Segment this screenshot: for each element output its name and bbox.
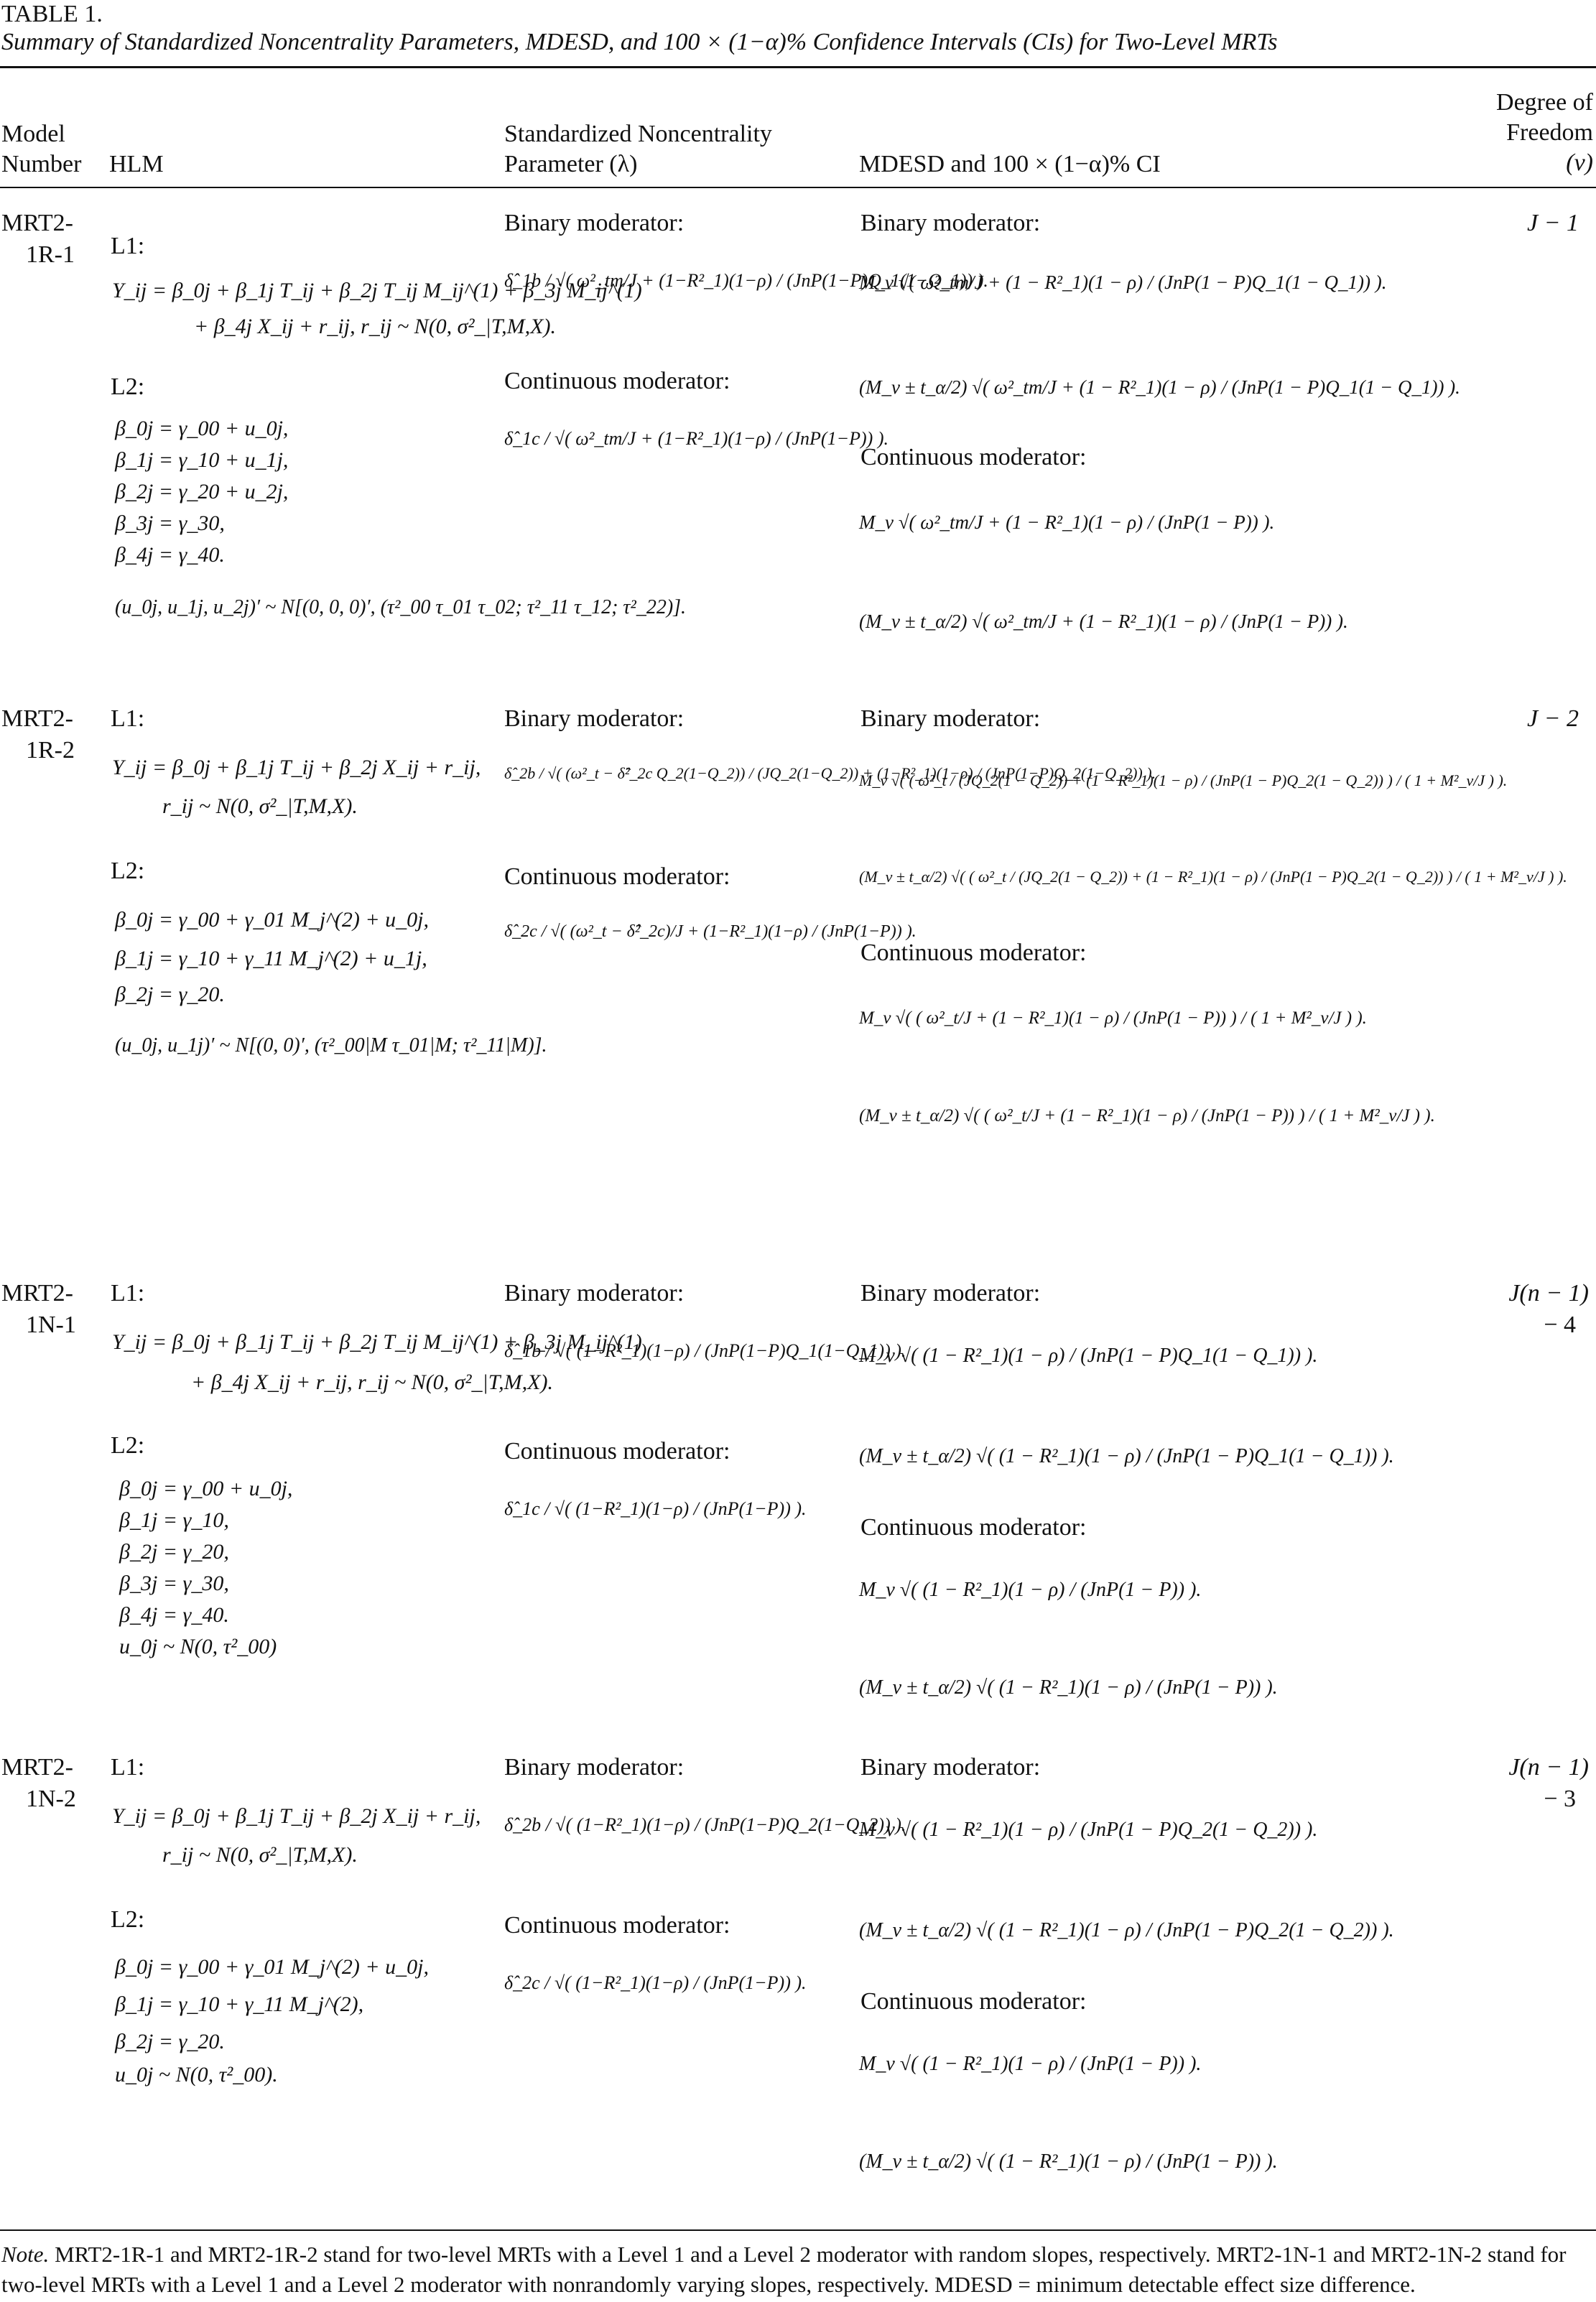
header-rule [0,187,1596,188]
row1-l1-label: L1: [111,233,145,259]
row2-lambda-binary: δ̂_2b / √( (ω²_t − δ̂²_2c Q_2(1−Q_2)) / (JQ_2(1−Q_2)) + (1−R²_1)(1−ρ) / (JnP(1−P)Q_2(1−Q_2)) ). [504,764,1156,782]
row4-ci-binary: (M_ν ± t_α/2) √( (1 − R²_1)(1 − ρ) / (JnP(1 − P)Q_2(1 − Q_2)) ). [859,1919,1394,1941]
row4-mdesd-cont-label: Continuous moderator: [860,1988,1087,2015]
row1-model-b: 1R-1 [26,241,75,268]
row1-l1-eq-1: Y_ij = β_0j + β_1j T_ij + β_2j T_ij M_ij^(1) + β_3j M_ij^(1) [112,279,642,302]
row4-ci-cont: (M_ν ± t_α/2) √( (1 − R²_1)(1 − ρ) / (JnP(1 − P)) ). [859,2150,1278,2173]
row4-mdesd-cont: M_ν √( (1 − R²_1)(1 − ρ) / (JnP(1 − P)) ). [859,2053,1202,2075]
row4-l2-label: L2: [111,1906,145,1933]
table-note [1,2240,1595,2300]
row1-mdesd-binary-label: Binary moderator: [860,210,1041,236]
row3-lambda-binary: δ̂_1b / √( (1−R²_1)(1−ρ) / (JnP(1−P)Q_1(1−Q_1)) ). [504,1340,906,1361]
row1-model-a: MRT2- [1,210,73,236]
row4-l1-eq-2: r_ij ~ N(0, σ²_|T,M,X). [162,1843,358,1867]
row3-l2-eq-6: u_0j ~ N(0, τ²_00) [119,1635,277,1658]
row2-df: J − 2 [1526,705,1579,732]
row3-ci-cont: (M_ν ± t_α/2) √( (1 − R²_1)(1 − ρ) / (JnP(1 − P)) ). [859,1676,1278,1699]
row1-lambda-binary: δ̂_1b / √( ω²_tm/J + (1−R²_1)(1−ρ) / (JnP(1−P)Q_1(1−Q_1)) ). [504,270,988,291]
row4-l2-eq-4: u_0j ~ N(0, τ²_00). [115,2063,278,2087]
row4-lambda-binary: δ̂_2b / √( (1−R²_1)(1−ρ) / (JnP(1−P)Q_2(1−Q_2)) ). [504,1814,906,1835]
row1-l2-label: L2: [111,373,145,400]
row3-model-a: MRT2- [1,1280,73,1307]
bottom-rule [0,2229,1596,2231]
row1-l2-eq-3: β_2j = γ_20 + u_2j, [115,480,289,503]
row2-l1-label: L1: [111,705,145,732]
row3-df-a: J(n − 1) [1508,1280,1589,1307]
table-caption: Summary of Standardized Noncentrality Parameters, MDESD, and 100 × (1−α)% Confidence Intervals (CIs) for Two-Level MRTs [1,29,1278,55]
row2-l2-matrix: (u_0j, u_1j)′ ~ N[(0, 0)′, (τ²_00|M τ_01|M; τ²_11|M)]. [115,1034,547,1057]
row2-l2-eq-2: β_1j = γ_10 + γ_11 M_j^(2) + u_1j, [115,947,427,970]
row2-l2-label: L2: [111,858,145,884]
row1-lambda-cont-label: Continuous moderator: [504,368,730,394]
row1-mdesd-cont: M_ν √( ω²_tm/J + (1 − R²_1)(1 − ρ) / (JnP(1 − P)) ). [859,511,1275,533]
note-text: MRT2-1R-1 and MRT2-1R-2 stand for two-level MRTs with a Level 1 and a Level 2 moderator with random slopes, respectively. MRT2-1N-1 and MRT2-1N-2 stand for two-level MRTs with a Level 1 and a Level 2 moderator with nonrandomly varying slopes, respectively. MDESD = minimum detectable effect size difference. [1,2242,1567,2297]
row3-lambda-cont: δ̂_1c / √( (1−R²_1)(1−ρ) / (JnP(1−P)) ). [504,1498,807,1519]
row3-mdesd-binary-label: Binary moderator: [860,1280,1041,1307]
row3-model-b: 1N-1 [26,1312,76,1338]
row2-lambda-binary-label: Binary moderator: [504,705,685,732]
row3-l1-label: L1: [111,1280,145,1307]
row4-lambda-cont: δ̂_2c / √( (1−R²_1)(1−ρ) / (JnP(1−P)) ). [504,1972,807,1993]
header-mdesd: MDESD and 100 × (1−α)% CI [859,151,1161,177]
header-df-3: (ν) [1566,149,1593,176]
row2-mdesd-cont-label: Continuous moderator: [860,939,1087,966]
header-model-2: Number [1,151,82,177]
header-df-2: Freedom [1506,119,1593,146]
row2-mdesd-cont: M_ν √( ( ω²_t/J + (1 − R²_1)(1 − ρ) / (JnP(1 − P)) ) / ( 1 + M²_ν/J ) ). [859,1008,1367,1028]
row3-mdesd-cont-label: Continuous moderator: [860,1514,1087,1541]
row1-mdesd-binary: M_ν √( ω²_tm/J + (1 − R²_1)(1 − ρ) / (JnP(1 − P)Q_1(1 − Q_1)) ). [859,271,1387,293]
row2-ci-binary: (M_ν ± t_α/2) √( ( ω²_t / (JQ_2(1 − Q_2)) + (1 − R²_1)(1 − ρ) / (JnP(1 − P)Q_2(1 − Q_2)) ) / ( 1 + M²_ν/J ) ). [859,868,1567,886]
row2-model-b: 1R-2 [26,737,75,764]
header-model-1: Model [1,121,65,147]
row3-df-b: − 4 [1544,1312,1576,1338]
row3-mdesd-binary: M_ν √( (1 − R²_1)(1 − ρ) / (JnP(1 − P)Q_1(1 − Q_1)) ). [859,1345,1318,1367]
row3-l2-label: L2: [111,1432,145,1459]
row4-lambda-cont-label: Continuous moderator: [504,1912,730,1939]
row3-l2-eq-5: β_4j = γ_40. [119,1603,229,1627]
header-hlm: HLM [109,151,164,177]
row4-l2-eq-3: β_2j = γ_20. [115,2030,225,2053]
row2-l2-eq-1: β_0j = γ_00 + γ_01 M_j^(2) + u_0j, [115,908,429,932]
row4-model-a: MRT2- [1,1754,73,1781]
row4-l1-label: L1: [111,1754,145,1781]
row4-mdesd-binary: M_ν √( (1 − R²_1)(1 − ρ) / (JnP(1 − P)Q_2(1 − Q_2)) ). [859,1819,1318,1841]
row1-l2-eq-4: β_3j = γ_30, [115,511,225,535]
row3-l1-eq-1: Y_ij = β_0j + β_1j T_ij + β_2j T_ij M_ij^(1) + β_3j M_ij^(1) [112,1330,642,1354]
row4-l2-eq-1: β_0j = γ_00 + γ_01 M_j^(2) + u_0j, [115,1955,429,1979]
row4-df-a: J(n − 1) [1508,1754,1589,1781]
row3-mdesd-cont: M_ν √( (1 − R²_1)(1 − ρ) / (JnP(1 − P)) ). [859,1579,1202,1601]
row3-l2-eq-1: β_0j = γ_00 + u_0j, [119,1477,293,1500]
row2-mdesd-binary: M_ν √( ( ω²_t / (JQ_2(1 − Q_2)) + (1 − R²_1)(1 − ρ) / (JnP(1 − P)Q_2(1 − Q_2)) ) / ( 1 + M²_ν/J ) ). [859,771,1508,789]
row4-l2-eq-2: β_1j = γ_10 + γ_11 M_j^(2), [115,1992,364,2016]
row1-ci-cont: (M_ν ± t_α/2) √( ω²_tm/J + (1 − R²_1)(1 − ρ) / (JnP(1 − P)) ). [859,611,1348,632]
header-lambda-1: Standardized Noncentrality [504,121,772,147]
row3-l2-eq-2: β_1j = γ_10, [119,1508,229,1532]
row2-ci-cont: (M_ν ± t_α/2) √( ( ω²_t/J + (1 − R²_1)(1 − ρ) / (JnP(1 − P)) ) / ( 1 + M²_ν/J ) ). [859,1106,1435,1126]
row2-l2-eq-3: β_2j = γ_20. [115,983,225,1006]
row3-l2-eq-3: β_2j = γ_20, [119,1540,229,1564]
row2-lambda-cont-label: Continuous moderator: [504,863,730,890]
row2-model-a: MRT2- [1,705,73,732]
row3-l2-eq-4: β_3j = γ_30, [119,1572,229,1595]
row1-l2-eq-1: β_0j = γ_00 + u_0j, [115,417,289,440]
row4-lambda-binary-label: Binary moderator: [504,1754,685,1781]
row4-l1-eq-1: Y_ij = β_0j + β_1j T_ij + β_2j X_ij + r_ij, [112,1804,481,1828]
row2-l1-eq-1: Y_ij = β_0j + β_1j T_ij + β_2j X_ij + r_ij, [112,756,481,779]
top-rule [0,66,1596,68]
row3-lambda-binary-label: Binary moderator: [504,1280,685,1307]
row1-l2-eq-5: β_4j = γ_40. [115,543,225,567]
row2-l1-eq-2: r_ij ~ N(0, σ²_|T,M,X). [162,794,358,818]
row1-mdesd-cont-label: Continuous moderator: [860,444,1087,470]
row4-model-b: 1N-2 [26,1786,76,1812]
row3-l1-eq-2: + β_4j X_ij + r_ij, r_ij ~ N(0, σ²_|T,M,X). [191,1370,553,1394]
row1-l1-eq-2: + β_4j X_ij + r_ij, r_ij ~ N(0, σ²_|T,M,X). [194,315,556,338]
note-lead: Note. [1,2242,50,2267]
row1-ci-binary: (M_ν ± t_α/2) √( ω²_tm/J + (1 − R²_1)(1 − ρ) / (JnP(1 − P)Q_1(1 − Q_1)) ). [859,376,1460,398]
row2-mdesd-binary-label: Binary moderator: [860,705,1041,732]
header-lambda-2: Parameter (λ) [504,151,638,177]
row2-lambda-cont: δ̂_2c / √( (ω²_t − δ̂²_2c)/J + (1−R²_1)(1−ρ) / (JnP(1−P)) ). [504,922,917,941]
row1-l2-matrix: (u_0j, u_1j, u_2j)′ ~ N[(0, 0, 0)′, (τ²_00 τ_01 τ_02; τ²_11 τ_12; τ²_22)]. [115,596,687,618]
row1-lambda-cont: δ̂_1c / √( ω²_tm/J + (1−R²_1)(1−ρ) / (JnP(1−P)) ). [504,428,889,449]
row4-mdesd-binary-label: Binary moderator: [860,1754,1041,1781]
row1-df: J − 1 [1526,210,1579,236]
row1-l2-eq-2: β_1j = γ_10 + u_1j, [115,448,289,472]
header-df-1: Degree of [1496,89,1593,116]
row1-lambda-binary-label: Binary moderator: [504,210,685,236]
row4-df-b: − 3 [1544,1786,1576,1812]
table-label: TABLE 1. [1,1,103,27]
row3-lambda-cont-label: Continuous moderator: [504,1438,730,1465]
row3-ci-binary: (M_ν ± t_α/2) √( (1 − R²_1)(1 − ρ) / (JnP(1 − P)Q_1(1 − Q_1)) ). [859,1445,1394,1467]
